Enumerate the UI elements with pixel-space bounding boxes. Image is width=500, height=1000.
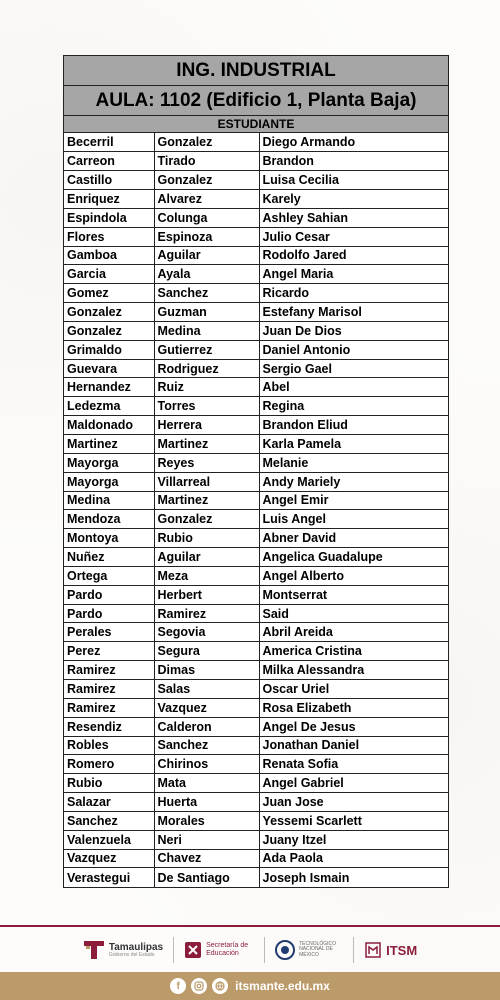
table-row [64,321,448,340]
student-first-names: Rosa Elizabeth [259,698,448,717]
footer-divider [0,925,500,927]
student-last-name-2: Espinoza [154,227,259,246]
student-last-name-1: Nuñez [64,548,154,567]
table-row [64,190,448,209]
table-row [64,623,448,642]
table-row [64,284,448,303]
itsm-logo [364,941,417,959]
itsm-label: ITSM [386,942,418,958]
footer-bar [0,972,500,1000]
student-first-names: Brandon Eliud [259,416,448,435]
table-row [64,303,448,322]
table-row [64,472,448,491]
student-first-names: Ada Paola [259,849,448,868]
student-last-name-1: Perales [64,623,154,642]
table-row [64,265,448,284]
student-last-name-1: Castillo [64,171,154,190]
student-first-names: Brandon [259,152,448,171]
student-last-name-2: Dimas [154,661,259,680]
page-title: ING. INDUSTRIAL [64,56,448,86]
student-first-names: Abril Areida [259,623,448,642]
table-row [64,755,448,774]
student-first-names: Ashley Sahian [259,208,448,227]
logo-separator [173,937,174,963]
student-last-name-1: Mendoza [64,510,154,529]
table-row [64,529,448,548]
student-last-name-1: Pardo [64,585,154,604]
student-last-name-1: Guevara [64,359,154,378]
student-last-name-2: Ruiz [154,378,259,397]
student-last-name-2: Chirinos [154,755,259,774]
student-first-names: Daniel Antonio [259,340,448,359]
student-first-names: Melanie [259,453,448,472]
student-last-name-1: Pardo [64,604,154,623]
table-row [64,227,448,246]
student-last-name-1: Medina [64,491,154,510]
tamaulipas-sublabel: Gobierno del Estado [108,951,155,958]
student-first-names: Yessemi Scarlett [259,811,448,830]
student-last-name-2: De Santiago [154,868,259,887]
web-icon[interactable] [212,978,228,994]
student-last-name-1: Ramirez [64,679,154,698]
facebook-icon[interactable]: f [170,978,186,994]
student-last-name-1: Ortega [64,566,154,585]
table-row [64,679,448,698]
student-last-name-1: Grimaldo [64,340,154,359]
table-row [64,604,448,623]
student-last-name-2: Guzman [154,303,259,322]
student-last-name-2: Gonzalez [154,510,259,529]
table-row [64,453,448,472]
table-row [64,566,448,585]
student-last-name-1: Gonzalez [64,303,154,322]
table-row [64,642,448,661]
student-last-name-1: Espindola [64,208,154,227]
student-first-names: Julio Cesar [259,227,448,246]
student-first-names: Angel Maria [259,265,448,284]
student-first-names: Juan De Dios [259,321,448,340]
sep-logo [184,941,254,959]
student-last-name-1: Perez [64,642,154,661]
student-last-name-1: Carreon [64,152,154,171]
student-last-name-1: Becerril [64,133,154,152]
classroom-subtitle: AULA: 1102 (Edificio 1, Planta Baja) [64,86,448,116]
student-last-name-1: Ledezma [64,397,154,416]
student-first-names: Abel [259,378,448,397]
student-last-name-2: Sanchez [154,284,259,303]
student-list-sheet [63,55,449,888]
table-row [64,208,448,227]
student-last-name-2: Colunga [154,208,259,227]
sep-emblem-icon [184,941,202,959]
student-last-name-2: Medina [154,321,259,340]
table-row [64,830,448,849]
students-table-body [64,133,448,887]
student-last-name-1: Resendiz [64,717,154,736]
student-first-names: Andy Mariely [259,472,448,491]
student-last-name-1: Garcia [64,265,154,284]
student-first-names: Angel De Jesus [259,717,448,736]
student-last-name-1: Ramirez [64,661,154,680]
students-table [64,133,448,887]
student-last-name-2: Martinez [154,491,259,510]
itsm-emblem-icon [364,941,382,959]
student-last-name-2: Rubio [154,529,259,548]
student-last-name-2: Alvarez [154,190,259,209]
tecnm-emblem-icon [275,940,295,960]
table-row [64,378,448,397]
table-row [64,133,448,152]
student-last-name-1: Gonzalez [64,321,154,340]
student-last-name-1: Ramirez [64,698,154,717]
student-last-name-2: Ayala [154,265,259,284]
table-row [64,793,448,812]
student-last-name-2: Herrera [154,416,259,435]
table-row [64,849,448,868]
student-last-name-2: Rodriguez [154,359,259,378]
table-row [64,397,448,416]
student-first-names: Karely [259,190,448,209]
student-last-name-2: Morales [154,811,259,830]
tamaulipas-label: Tamaulipas [108,941,164,953]
student-last-name-1: Rubio [64,774,154,793]
table-row [64,435,448,454]
student-last-name-2: Neri [154,830,259,849]
table-row [64,811,448,830]
student-first-names: Jonathan Daniel [259,736,448,755]
student-last-name-2: Aguilar [154,246,259,265]
table-row [64,661,448,680]
student-first-names: Renata Sofia [259,755,448,774]
student-first-names: Juan Jose [259,793,448,812]
table-row [64,548,448,567]
student-last-name-1: Gomez [64,284,154,303]
student-first-names: Joseph Ismain [262,870,350,885]
student-first-names: Sergio Gael [259,359,448,378]
logo-separator [353,937,354,963]
table-row [64,491,448,510]
student-last-name-1: Martinez [64,435,154,454]
student-last-name-2: Meza [154,566,259,585]
student-last-name-2: Gonzalez [154,133,259,152]
student-first-names: Diego Armando [259,133,448,152]
student-last-name-2: Chavez [154,849,259,868]
student-first-names: Milka Alessandra [259,661,448,680]
student-last-name-1: Flores [64,227,154,246]
student-last-name-1: Hernandez [64,378,154,397]
student-last-name-2: Segovia [154,623,259,642]
student-first-names: Luisa Cecilia [259,171,448,190]
student-first-names: Angel Emir [259,491,448,510]
student-first-names: Angel Gabriel [259,774,448,793]
instagram-icon[interactable] [191,978,207,994]
tecnm-label: TECNOLÓGICO NACIONAL DE MÉXICO [299,940,337,958]
logo-separator [264,937,265,963]
student-last-name-1: Gamboa [64,246,154,265]
student-last-name-2: Torres [154,397,259,416]
table-row [64,152,448,171]
table-row [64,717,448,736]
table-row [64,868,448,887]
student-last-name-1: Sanchez [64,811,154,830]
student-last-name-2: Salas [154,679,259,698]
student-last-name-2: Villarreal [154,472,259,491]
tecnm-logo [275,940,343,960]
student-last-name-2: Vazquez [154,698,259,717]
student-last-name-1: Mayorga [64,453,154,472]
student-first-names: Angelica Guadalupe [259,548,448,567]
table-row [64,416,448,435]
sep-label: Secretaría de Educación [206,942,249,957]
student-last-name-2: Calderon [154,717,259,736]
table-row [64,736,448,755]
student-last-name-2: Martinez [154,435,259,454]
table-row [64,340,448,359]
student-last-name-1: Maldonado [64,416,154,435]
student-first-names: Ricardo [259,284,448,303]
table-row [64,774,448,793]
table-row [64,359,448,378]
student-last-name-1: Montoya [64,529,154,548]
student-first-names: Rodolfo Jared [259,246,448,265]
student-last-name-2: Gonzalez [154,171,259,190]
table-row [64,246,448,265]
student-last-name-1: Robles [64,736,154,755]
student-first-names: Luis Angel [259,510,448,529]
student-first-names: Angel Alberto [259,566,448,585]
student-last-name-2: Huerta [154,793,259,812]
student-last-name-2: Reyes [154,453,259,472]
student-last-name-2: Aguilar [154,548,259,567]
student-last-name-1: Vazquez [64,849,154,868]
table-row [64,585,448,604]
student-first-names: Montserrat [259,585,448,604]
student-first-names: Karla Pamela [259,435,448,454]
student-first-names: America Cristina [259,642,448,661]
table-row [64,171,448,190]
student-last-name-2: Gutierrez [154,340,259,359]
student-last-name-1: Valenzuela [64,830,154,849]
table-row [64,510,448,529]
student-last-name-2: Segura [154,642,259,661]
student-last-name-2: Herbert [154,585,259,604]
footer-logos [0,930,500,970]
student-first-names: Juany Itzel [259,830,448,849]
student-last-name-2: Sanchez [154,736,259,755]
student-first-names: Said [259,604,448,623]
student-last-name-2: Tirado [154,152,259,171]
website-link[interactable]: itsmante.edu.mx [235,979,330,993]
student-last-name-2: Ramirez [154,604,259,623]
student-last-name-2: Mata [154,774,259,793]
tamaulipas-mark-icon [83,939,105,961]
column-header: ESTUDIANTE [64,116,448,133]
student-last-name-1: Verastegui [64,868,154,887]
student-first-names: Estefany Marisol [259,303,448,322]
student-last-name-1: Salazar [64,793,154,812]
student-last-name-1: Mayorga [64,472,154,491]
student-first-names: Regina [259,397,448,416]
table-row [64,698,448,717]
student-last-name-1: Enriquez [64,190,154,209]
student-last-name-1: Romero [64,755,154,774]
student-first-names: Oscar Uriel [259,679,448,698]
tamaulipas-logo [83,939,163,961]
student-first-names: Abner David [259,529,448,548]
